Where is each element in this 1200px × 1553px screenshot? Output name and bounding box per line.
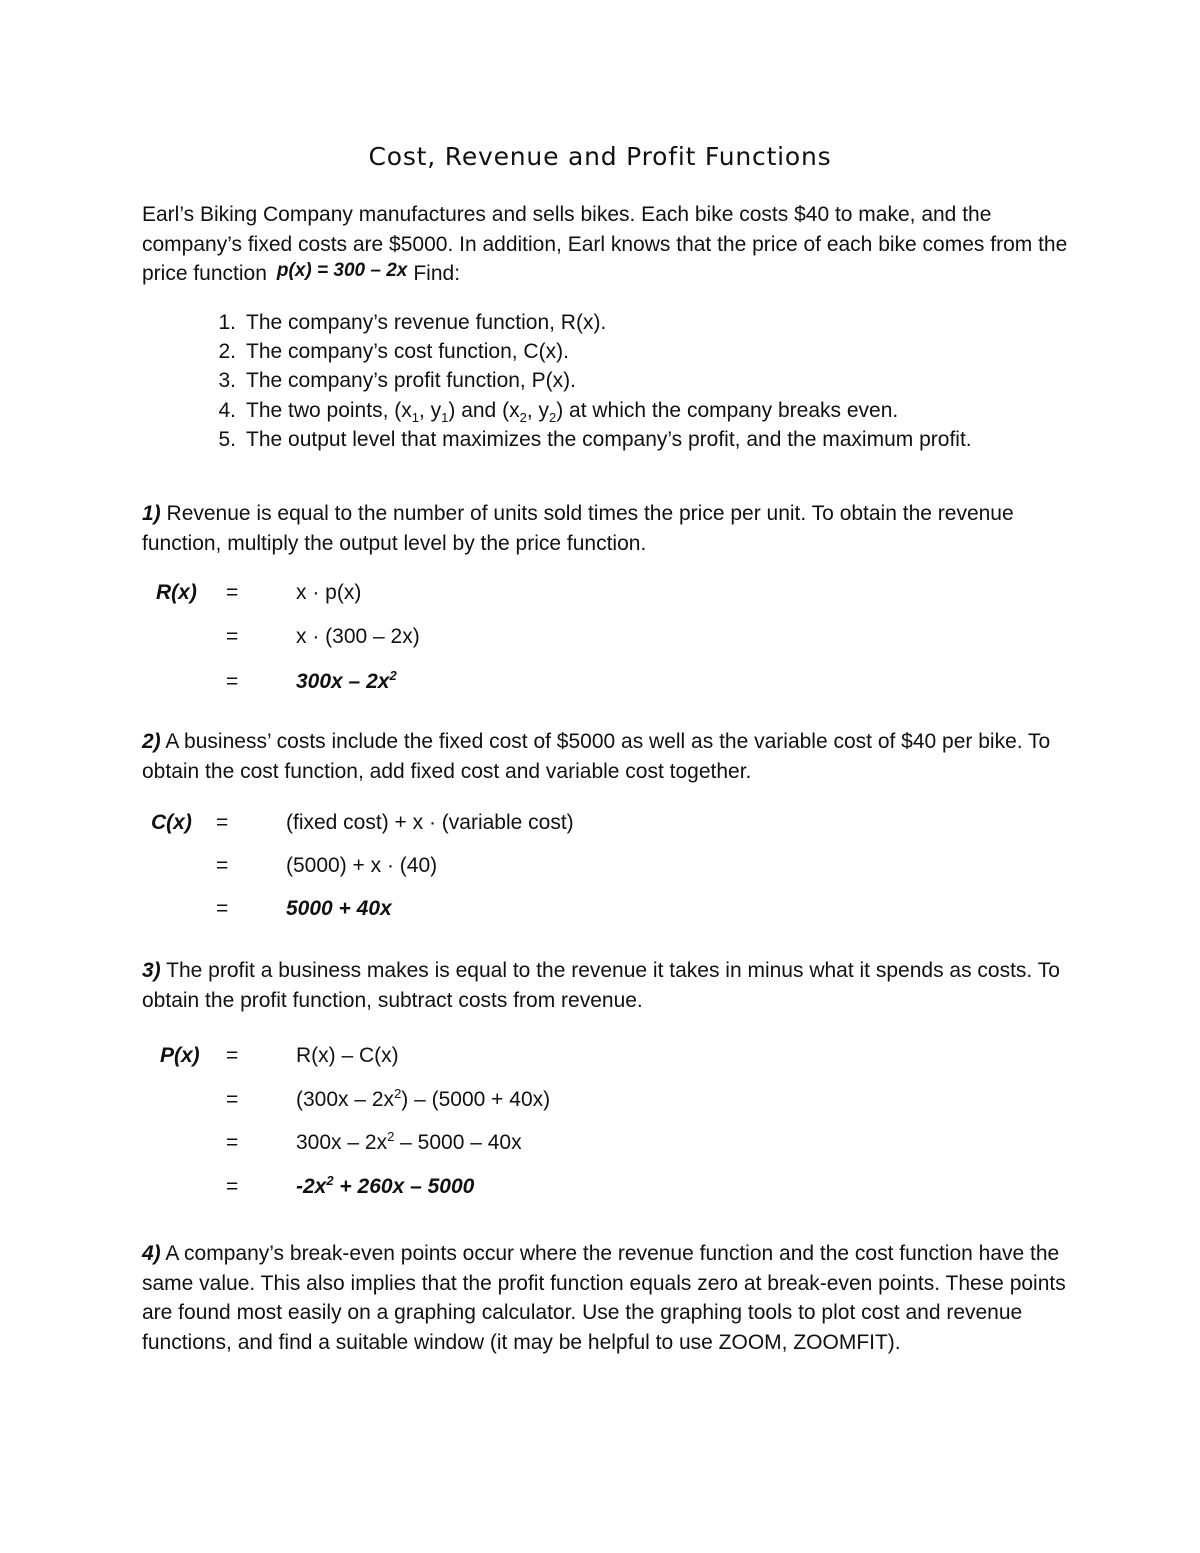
document-title: Cost, Revenue and Profit Functions [368, 142, 832, 171]
exponent: 2 [387, 1129, 395, 1144]
equals-sign: = [216, 897, 229, 920]
question-number: 2. [218, 340, 236, 364]
profit-step-2-part: ) – (5000 + 40x) [401, 1088, 551, 1111]
cost-lhs: C(x) [151, 811, 192, 834]
q4-sub: 2 [519, 409, 527, 425]
question-item [208, 308, 1028, 337]
revenue-lhs: R(x) [156, 581, 197, 604]
find-label: Find: [413, 262, 461, 285]
profit-lhs: P(x) [160, 1044, 200, 1067]
equals-sign: = [226, 1131, 239, 1154]
equals-sign: = [226, 581, 239, 604]
exponent: 2 [394, 1086, 402, 1101]
price-function: p(x) = 300 – 2x [276, 260, 408, 281]
equals-sign: = [226, 1088, 239, 1111]
section-4-text: A company’s break-even points occur where the revenue function and the cost function have the same value. This also implies that the profit function equals zero at break-even points. These points are found most easily on a graphing calculator. Use the graphing tools to plot cost and revenue functions, and find a suitable window (it may be helpful to use ZOOM, ZOOMFIT). [142, 1242, 1066, 1354]
profit-result [296, 1172, 474, 1202]
intro-text: Earl’s Biking Company manufactures and sells bikes. Each bike costs $40 to make, and the company’s fixed costs are $5000. In addition, Earl knows that the price of each bike comes from the price function [142, 203, 1068, 285]
question-text: The company’s revenue function, R(x). [246, 311, 607, 334]
section-2-text: A business’ costs include the fixed cost of $5000 as well as the variable cost of $40 per bike. To obtain the cost function, add fixed cost and variable cost together. [142, 730, 1051, 783]
q4-part: , y [418, 398, 442, 422]
section-1-label: 1) [142, 502, 161, 525]
profit-step-3-part: 300x – 2x [296, 1131, 388, 1154]
equals-sign: = [226, 625, 239, 648]
revenue-result [296, 667, 397, 697]
revenue-step-2: x · (300 – 2x) [296, 625, 420, 648]
section-1-paragraph [142, 499, 1072, 558]
question-item [208, 337, 1028, 366]
section-3-text: The profit a business makes is equal to the revenue it takes in minus what it spends as costs. To obtain the profit function, subtract costs from revenue. [142, 959, 1060, 1012]
question-text [246, 396, 1028, 425]
q4-sub: 1 [441, 409, 449, 425]
profit-step-3-part: – 5000 – 40x [394, 1131, 522, 1154]
question-number: 1. [218, 311, 236, 334]
q4-part: ) and (x [448, 398, 520, 422]
equals-sign: = [226, 1175, 239, 1198]
question-number: 5. [218, 427, 236, 451]
equals-sign: = [216, 811, 229, 834]
q4-part: , y [526, 398, 549, 422]
revenue-result-text: 300x – 2x [296, 670, 390, 693]
cost-step-1: (fixed cost) + x · (variable cost) [286, 811, 574, 834]
question-number: 4. [218, 398, 236, 422]
question-text: The company’s cost function, C(x). [246, 340, 569, 364]
cost-step-2: (5000) + x · (40) [286, 854, 438, 877]
question-item [208, 396, 1028, 425]
exponent: 2 [389, 668, 397, 683]
question-list [208, 308, 1028, 454]
section-2-label: 2) [142, 730, 161, 753]
q4-part: The two points, (x [246, 398, 412, 422]
q4-sub: 2 [548, 409, 557, 425]
section-4-paragraph [142, 1239, 1072, 1357]
equals-sign: = [216, 854, 229, 877]
section-2-paragraph [142, 727, 1072, 786]
q4-sub: 1 [411, 409, 419, 425]
profit-step-1: R(x) – C(x) [296, 1044, 399, 1067]
profit-step-2 [296, 1085, 550, 1115]
equals-sign: = [226, 670, 239, 693]
revenue-step-1: x · p(x) [296, 581, 362, 604]
question-number: 3. [218, 369, 236, 393]
question-text: The output level that maximizes the company’s profit, and the maximum profit. [246, 427, 972, 451]
exponent: 2 [326, 1173, 334, 1188]
q4-part: ) at which the company breaks even. [556, 398, 899, 422]
question-text: The company’s profit function, P(x). [246, 369, 576, 393]
profit-result-part: -2x [296, 1175, 327, 1198]
section-1-text: Revenue is equal to the number of units sold times the price per unit. To obtain the revenue function, multiply the output level by the price function. [142, 502, 1014, 555]
section-4-label: 4) [142, 1242, 161, 1265]
profit-result-part: + 260x – 5000 [333, 1175, 475, 1198]
intro-paragraph [142, 200, 1072, 290]
equals-sign: = [226, 1044, 239, 1067]
profit-step-3 [296, 1128, 522, 1158]
section-3-label: 3) [142, 959, 161, 982]
question-item [208, 425, 1028, 454]
section-3-paragraph [142, 956, 1072, 1015]
profit-step-2-part: (300x – 2x [296, 1088, 395, 1111]
cost-result: 5000 + 40x [286, 897, 392, 920]
question-item [208, 366, 1028, 395]
